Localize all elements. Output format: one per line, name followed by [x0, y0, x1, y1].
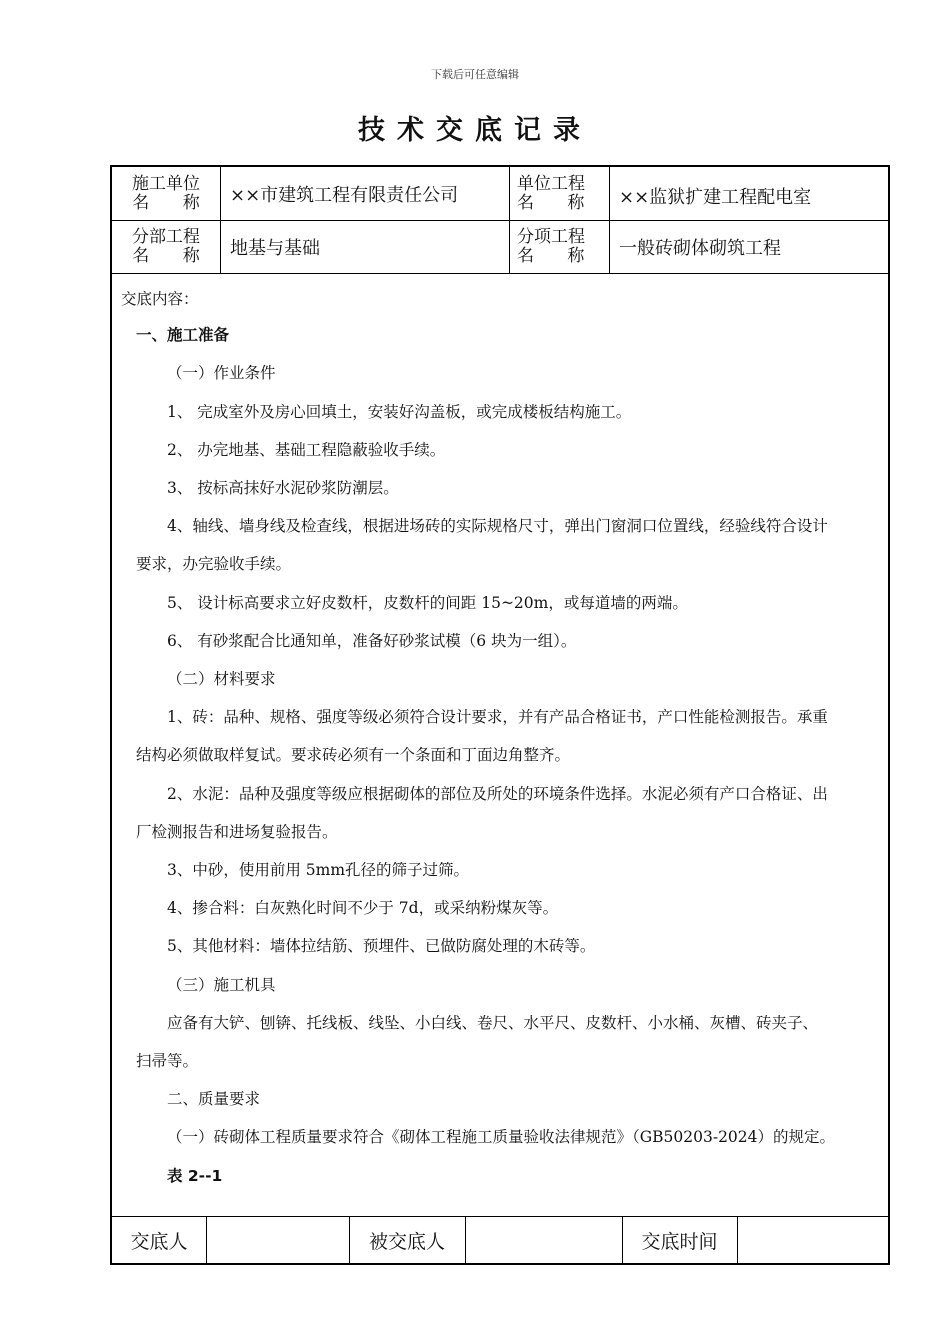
- label-line: 名 称: [132, 245, 214, 266]
- paragraph: 2、 办完地基、基础工程隐蔽验收手续。: [167, 441, 446, 459]
- subsection-heading: （二）材料要求: [167, 670, 276, 688]
- giver-label: 交底人: [130, 1231, 188, 1253]
- paragraph: 要求，办完验收手续。: [136, 555, 292, 573]
- paragraph: （一）砖砌体工程质量要求符合《砌体工程施工质量验收法律规范》（GB50203-2024）的规定。: [167, 1128, 836, 1146]
- watermark-text: 下载后可任意编辑: [431, 68, 519, 81]
- unit-project-label: [509, 167, 617, 220]
- paragraph: 1、砖：品种、规格、强度等级必须符合设计要求，并有产品合格证书，产口性能检测报告。承重: [167, 708, 828, 726]
- unit-project-value: ××监狱扩建工程配电室: [619, 186, 812, 208]
- paragraph: 5、其他材料：墙体拉结筋、预埋件、已做防腐处理的木砖等。: [167, 937, 596, 955]
- table-reference: 表 2--1: [167, 1167, 223, 1185]
- label-line: 名 称: [517, 245, 599, 266]
- record-form: [110, 165, 890, 1265]
- paragraph: 2、水泥：品种及强度等级应根据砌体的部位及所处的环境条件选择。水泥必须有产口合格证、出: [167, 785, 828, 803]
- paragraph: 6、 有砂浆配合比通知单，准备好砂浆试模（6 块为一组）。: [167, 632, 577, 650]
- subsection-heading: （一）作业条件: [167, 364, 276, 382]
- paragraph: 3、中砂，使用前用 5mm孔径的筛子过筛。: [167, 861, 470, 879]
- paragraph: 1、 完成室外及房心回填土，安装好沟盖板，或完成楼板结构施工。: [167, 403, 632, 421]
- label-line: 分部工程: [132, 226, 200, 247]
- paragraph: 4、掺合料：白灰熟化时间不少于 7d，或采纳粉煤灰等。: [167, 899, 559, 917]
- paragraph: 4、轴线、墙身线及检查线，根据进场砖的实际规格尺寸，弹出门窗洞口位置线，经验线符合设计: [167, 517, 828, 535]
- col-divider: [220, 167, 221, 273]
- label-line: 名 称: [517, 192, 599, 213]
- time-field[interactable]: [738, 1216, 888, 1265]
- section-heading: 二、质量要求: [167, 1090, 261, 1108]
- paragraph: 扫帚等。: [136, 1052, 199, 1070]
- paragraph: 5、 设计标高要求立好皮数杆，皮数杆的间距 15~20m，或每道墙的两端。: [167, 594, 688, 612]
- section-heading: 一、施工准备: [136, 326, 230, 344]
- sub-division-value: 地基与基础: [230, 237, 320, 259]
- label-line: 施工单位: [132, 173, 200, 194]
- paragraph: 结构必须做取样复试。要求砖必须有一个条面和丁面边角整齐。: [136, 746, 571, 764]
- sub-division-label: [112, 220, 220, 273]
- giver-field[interactable]: [207, 1216, 349, 1265]
- receiver-label: 被交底人: [368, 1231, 445, 1253]
- sub-item-value: 一般砖砌体砌筑工程: [619, 237, 781, 259]
- receiver-field[interactable]: [466, 1216, 622, 1265]
- subsection-heading: （三）施工机具: [167, 976, 276, 994]
- paragraph: 3、 按标高抹好水泥砂浆防潮层。: [167, 479, 399, 497]
- label-line: 分项工程: [517, 226, 585, 247]
- content-intro: 交底内容：: [121, 290, 199, 308]
- paragraph: 应备有大铲、刨锛、托线板、线坠、小白线、卷尺、水平尺、皮数杆、小水桶、灰槽、砖夹子、: [167, 1014, 819, 1032]
- label-line: 名 称: [132, 192, 214, 213]
- construction-unit-value: ××市建筑工程有限责任公司: [230, 184, 459, 206]
- time-label: 交底时间: [641, 1231, 718, 1253]
- paragraph: 厂检测报告和进场复验报告。: [136, 823, 338, 841]
- sub-item-label: [509, 220, 617, 273]
- label-line: 单位工程: [517, 173, 585, 194]
- row-divider: [112, 273, 888, 274]
- page-title: 技术交底记录: [358, 115, 592, 146]
- construction-unit-label: [112, 167, 220, 220]
